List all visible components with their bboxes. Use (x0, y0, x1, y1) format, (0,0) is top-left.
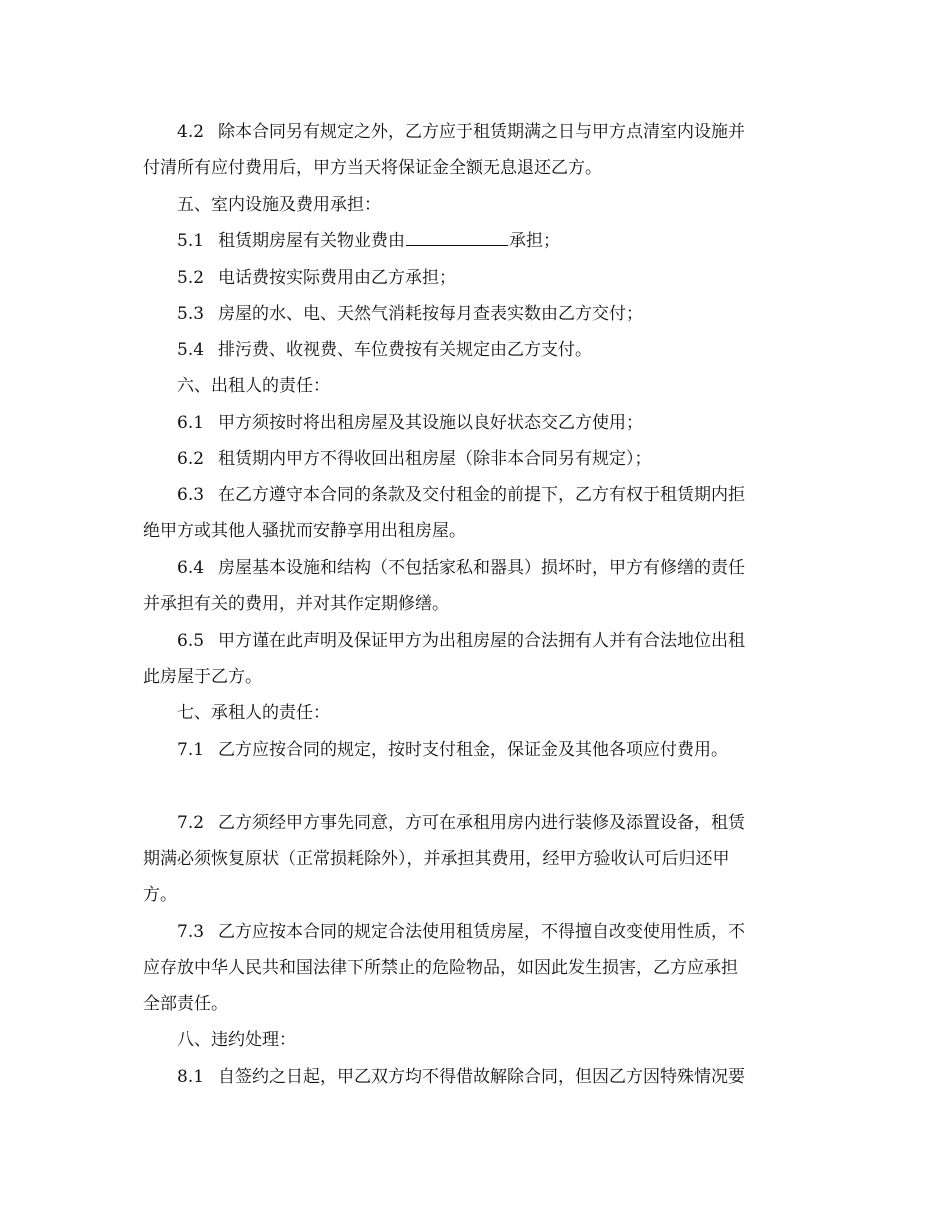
clause-number: 4.2 (177, 122, 205, 142)
clause-7-3-continued (143, 986, 228, 1023)
clause-7-3 (177, 914, 745, 951)
clause-text: 并承担有关的费用，并对其作定期修缮。 (143, 594, 449, 614)
clause-6-2 (177, 441, 652, 478)
clause-number: 5.3 (177, 304, 205, 324)
clause-number: 5.1 (177, 231, 205, 251)
clause-text: 乙方须经甲方事先同意，方可在承租用房内进行装修及添置设备，租赁 (218, 813, 746, 833)
section-heading-8 (177, 1022, 296, 1059)
clause-number: 7.1 (177, 740, 205, 760)
clause-text: 应存放中华人民共和国法律下所禁止的危险物品，如因此发生损害，乙方应承担 (143, 958, 738, 978)
section-title: 七、承租人的责任： (177, 703, 330, 723)
section-heading-6 (177, 368, 330, 405)
clause-text: 此房屋于乙方。 (143, 667, 262, 687)
clause-6-3 (177, 477, 745, 514)
clause-text: 期满必须恢复原状（正常损耗除外），并承担其费用，经甲方验收认可后归还甲 (143, 849, 730, 869)
clause-7-3-continued (143, 950, 738, 987)
clause-number: 5.4 (177, 340, 205, 360)
clause-text: 甲方谨在此声明及保证甲方为出租房屋的合法拥有人并有合法地位出租 (218, 631, 746, 651)
clause-text: 电话费按实际费用由乙方承担； (218, 268, 457, 288)
clause-7-2 (177, 805, 745, 842)
clause-6-1 (177, 405, 643, 442)
clause-5-3 (177, 296, 643, 333)
clause-number: 7.2 (177, 813, 205, 833)
section-heading-7 (177, 695, 330, 732)
clause-7-2-continued (143, 841, 730, 878)
clause-number: 5.2 (177, 268, 205, 288)
clause-number: 6.3 (177, 485, 205, 505)
section-title: 六、出租人的责任： (177, 376, 330, 396)
clause-4-2-continued (143, 150, 602, 187)
clause-text: 排污费、收视费、车位费按有关规定由乙方支付。 (218, 340, 593, 360)
clause-number: 6.1 (177, 413, 205, 433)
section-title: 八、违约处理： (177, 1030, 296, 1050)
clause-text: 房屋基本设施和结构（不包括家私和器具）损坏时，甲方有修缮的责任 (218, 558, 746, 578)
clause-text: 房屋的水、电、天然气消耗按每月查表实数由乙方交付； (218, 304, 644, 324)
clause-6-4-continued (143, 586, 449, 623)
clause-7-1 (177, 732, 728, 769)
section-heading-5 (177, 187, 381, 224)
clause-number: 6.4 (177, 558, 205, 578)
clause-text: 甲方须按时将出租房屋及其设施以良好状态交乙方使用； (218, 413, 644, 433)
clause-text: 租赁期内甲方不得收回出租房屋（除非本合同另有规定）； (218, 449, 652, 469)
clause-6-3-continued (143, 513, 466, 550)
clause-text: 全部责任。 (143, 994, 228, 1014)
clause-text: 付清所有应付费用后，甲方当天将保证金全额无息退还乙方。 (143, 158, 602, 178)
clause-text-before-blank: 租赁期房屋有关物业费由 (218, 231, 406, 251)
clause-text: 方。 (143, 885, 177, 905)
fill-in-blank (406, 227, 508, 246)
clause-number: 7.3 (177, 922, 205, 942)
clause-text: 绝甲方或其他人骚扰而安静享用出租房屋。 (143, 521, 466, 541)
clause-6-5-continued (143, 659, 262, 696)
clause-number: 8.1 (177, 1067, 205, 1087)
clause-7-2-continued (143, 877, 177, 914)
clause-5-4 (177, 332, 592, 369)
clause-6-5 (177, 623, 745, 660)
clause-text: 除本合同另有规定之外，乙方应于租赁期满之日与甲方点清室内设施并 (218, 122, 746, 142)
clause-5-2 (177, 260, 456, 297)
clause-text: 乙方应按合同的规定，按时支付租金，保证金及其他各项应付费用。 (218, 740, 729, 760)
clause-number: 6.2 (177, 449, 205, 469)
clause-8-1 (177, 1059, 745, 1096)
clause-number: 6.5 (177, 631, 205, 651)
clause-6-4 (177, 550, 745, 587)
clause-text: 在乙方遵守本合同的条款及交付租金的前提下，乙方有权于租赁期内拒 (218, 485, 746, 505)
clause-5-1 (177, 223, 560, 260)
clause-text: 乙方应按本合同的规定合法使用租赁房屋，不得擅自改变使用性质，不 (218, 922, 746, 942)
section-title: 五、室内设施及费用承担： (177, 195, 381, 215)
clause-4-2 (177, 114, 745, 151)
clause-text-after-blank: 承担； (509, 231, 561, 251)
clause-text: 自签约之日起，甲乙双方均不得借故解除合同，但因乙方因特殊情况要 (218, 1067, 746, 1087)
